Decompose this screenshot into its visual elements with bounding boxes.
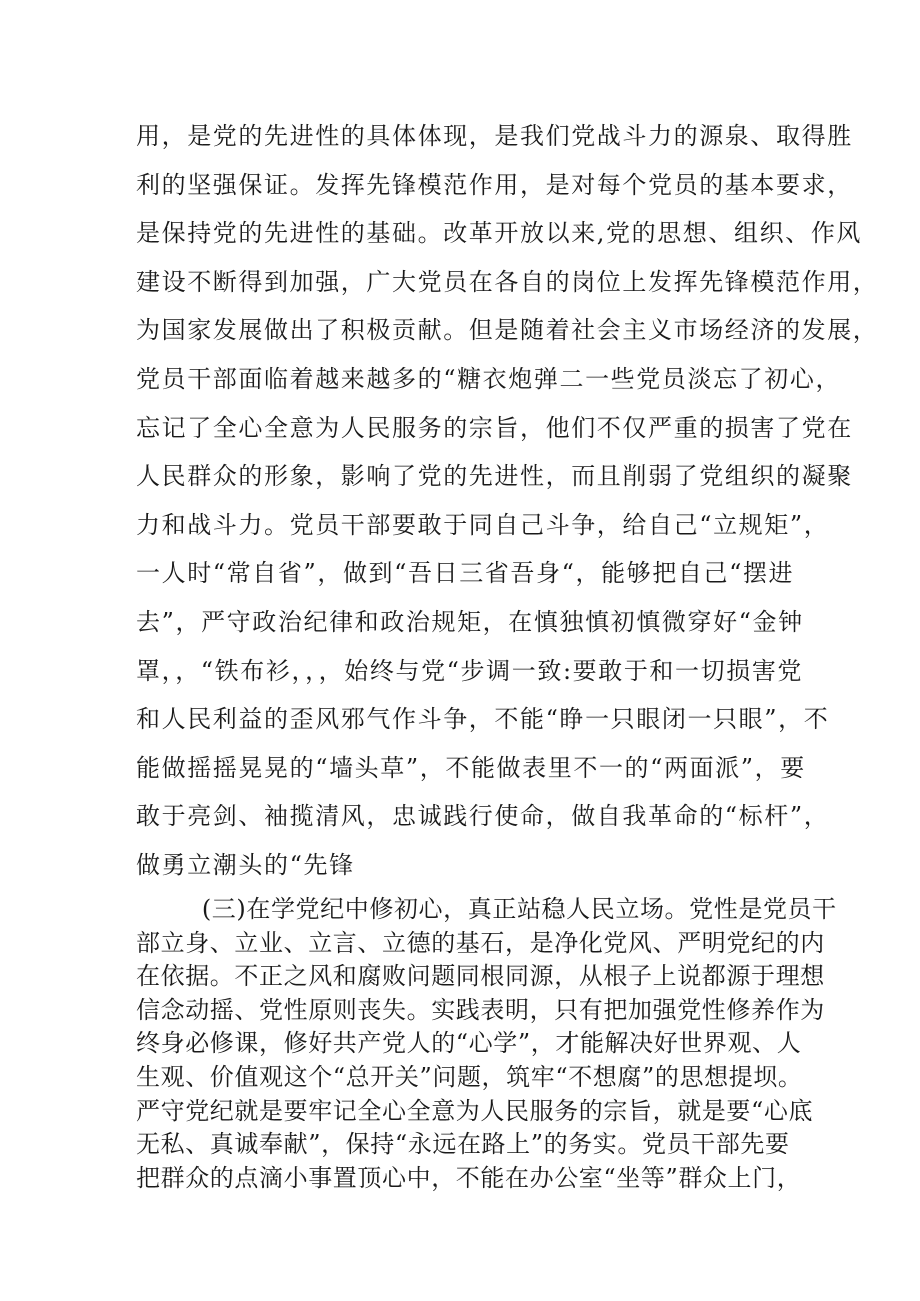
text-line: 在依据。不正之风和腐败问题同根同源，从根子上说都源于理想 (136, 962, 825, 991)
text-line: 用，是党的先进性的具体体现，是我们党战斗力的源泉、取得胜 (136, 122, 853, 150)
text-line: 人民群众的形象，影响了党的先进性，而且削弱了党组织的凝聚 (136, 462, 853, 491)
paragraph-1 (136, 112, 879, 890)
text-line: 利的坚强保证。发挥先锋模范作用，是对每个党员的基本要求， (136, 170, 853, 199)
text-line: 把群众的点滴小事置顶心中，不能在办公室“坐等”群众上门， (136, 1163, 802, 1192)
text-line: 终身必修课，修好共产党人的“心学”，才能解决好世界观、人 (136, 1029, 802, 1058)
paragraph-2 (136, 893, 837, 1195)
text-line: 党员干部面临着越来越多的“糖衣炮弹二一些党员淡忘了初心， (136, 364, 842, 393)
text-line: 能做摇摇晃晃的“墙头草”，不能做表里不一的“两面派”，要 (136, 753, 806, 782)
text-line: 为国家发展做出了积极贡献。但是随着社会主义市场经济的发展， (136, 316, 879, 345)
text-line: 无私、真诚奉献”，保持“永远在路上”的务实。党员干部先要 (136, 1130, 790, 1159)
text-line: 是保持党的先进性的基础。改革开放以来,党的思想、组织、作风 (136, 219, 863, 248)
text-line: 力和战斗力。党员干部要敢于同自己斗争，给自己“立规矩”， (136, 510, 830, 539)
text-line: 部立身、立业、立言、立德的基石，是净化党风、严明党纪的内 (136, 928, 825, 957)
text-line: 建设不断得到加强，广大党员在各自的岗位上发挥先锋模范作用， (136, 267, 879, 296)
text-line: 敢于亮剑、袖揽清风，忠诚践行使命，做自我革命的“标杆”， (136, 802, 830, 831)
text-line: 罩，，“铁布衫，，，始终与党“步调一致:要敢于和一切损害党 (136, 656, 804, 685)
text-line: 一人时“常自省”，做到“吾日三省吾身“，能够把自己“摆进 (136, 559, 795, 588)
text-line: 严守党纪就是要牢记全心全意为人民服务的宗旨，就是要“心底 (136, 1096, 814, 1125)
text-line: 信念动摇、党性原则丧失。实践表明，只有把加强党性修养作为 (136, 995, 825, 1024)
text-line: 忘记了全心全意为人民服务的宗旨，他们不仅严重的损害了党在 (136, 413, 853, 442)
text-line: 去”，严守政治纪律和政治规矩，在慎独慎初慎微穿好“金钟 (136, 607, 804, 636)
text-line: 和人民利益的歪风邪气作斗争，不能“睁一只眼闭一只眼”，不 (136, 705, 830, 734)
text-line: (三)在学党纪中修初心，真正站稳人民立场。党性是党员干 (136, 895, 837, 923)
text-line: 生观、价值观这个“总开关”问题，筑牢“不想腐”的思想提坝。 (136, 1062, 803, 1091)
text-line: 做勇立潮头的“先锋 (136, 850, 355, 879)
